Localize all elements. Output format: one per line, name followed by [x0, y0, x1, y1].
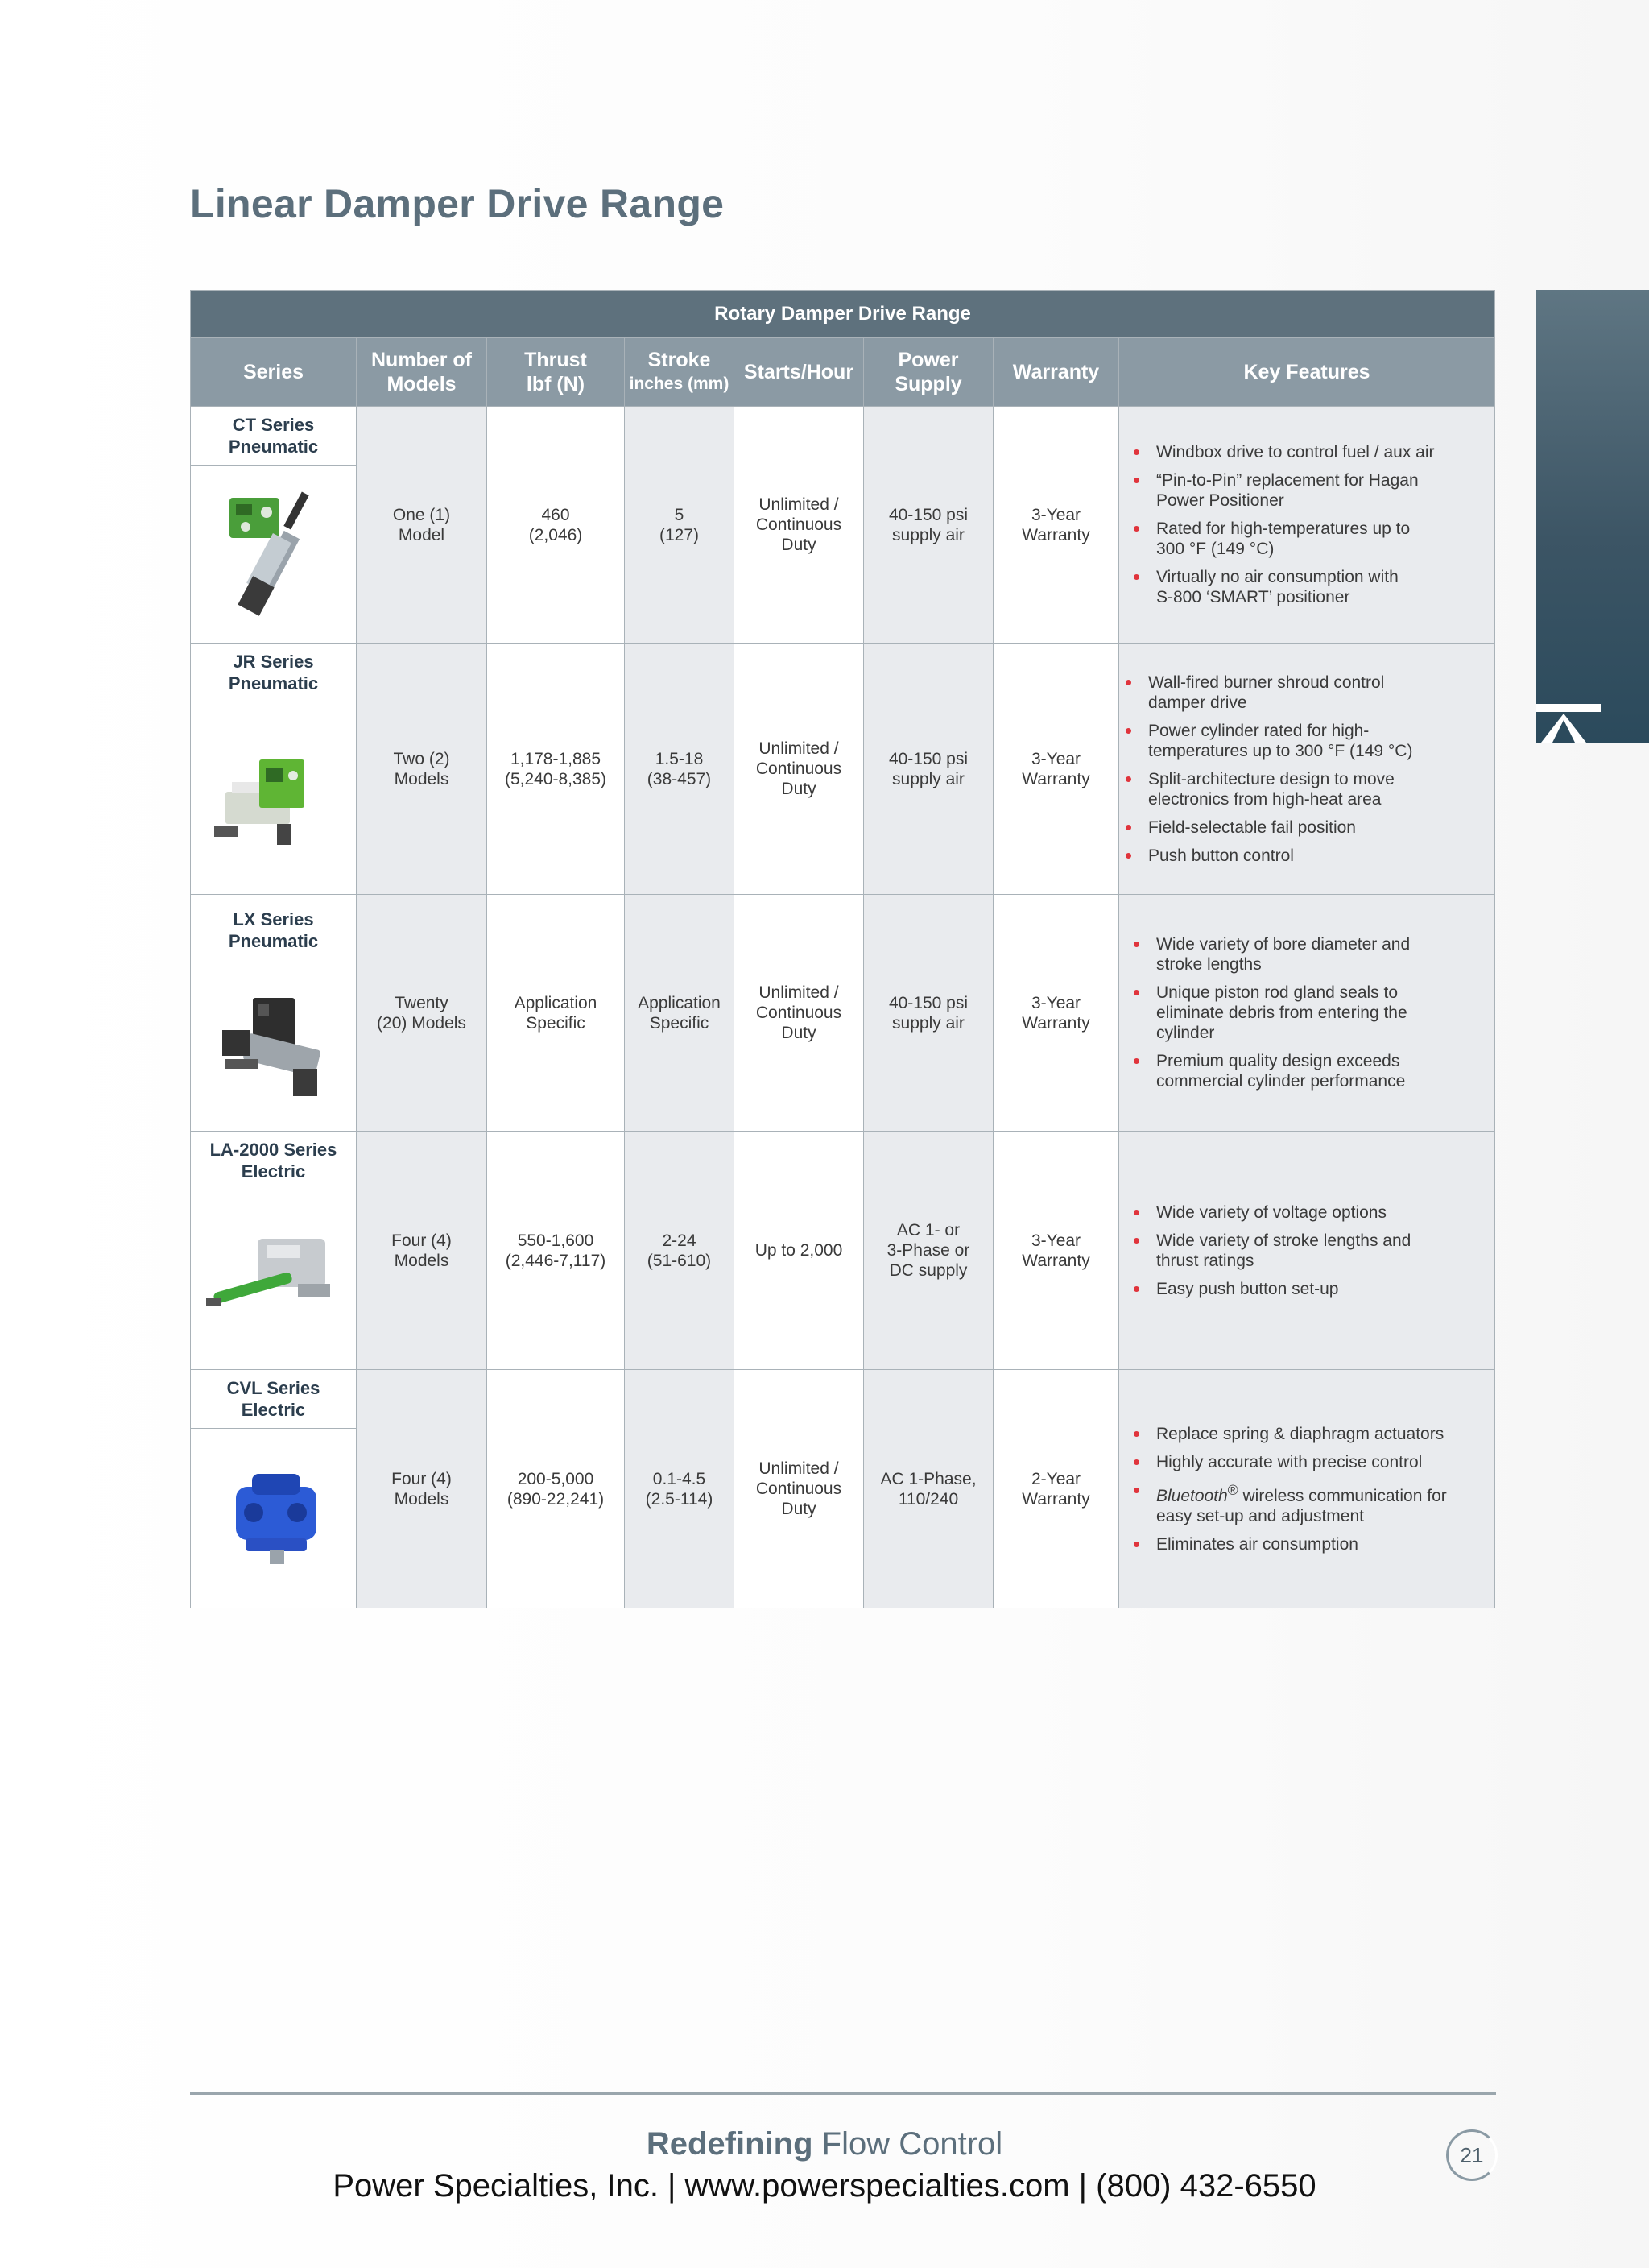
- bullet-icon: [1126, 825, 1131, 830]
- thrust-cell: 460 (2,046): [487, 407, 625, 644]
- power-cell: AC 1- or 3-Phase or DC supply: [864, 1132, 994, 1370]
- cvl-actuator-photo: [191, 1429, 357, 1608]
- bullet-icon: [1126, 776, 1131, 782]
- bullet-icon: [1126, 680, 1131, 685]
- models-cell: Four (4) Models: [357, 1132, 487, 1370]
- side-tab: [1536, 290, 1649, 743]
- header-stroke: Stroke inches (mm): [625, 338, 734, 407]
- feature-item: Virtually no air consumption with S-800 ‘SMART’ positioner: [1119, 567, 1494, 607]
- warranty-cell: 2-Year Warranty: [994, 1370, 1119, 1608]
- series-name: LA-2000 Series Electric: [191, 1132, 357, 1190]
- power-cell: 40-150 psi supply air: [864, 407, 994, 644]
- warranty-cell: 3-Year Warranty: [994, 895, 1119, 1132]
- features-cell: [1119, 407, 1495, 644]
- starts-cell: Unlimited / Continuous Duty: [734, 407, 864, 644]
- bullet-icon: [1126, 728, 1131, 734]
- arrow-up-icon: [1536, 702, 1609, 743]
- header-power: Power Supply: [864, 338, 994, 407]
- features-cell: [1119, 895, 1495, 1132]
- bullet-icon: [1134, 478, 1139, 483]
- feature-item: Power cylinder rated for high- temperatures up to 300 °F (149 °C): [1119, 721, 1494, 761]
- stroke-cell: 5 (127): [625, 407, 734, 644]
- stroke-cell: Application Specific: [625, 895, 734, 1132]
- feature-item: Push button control: [1119, 846, 1494, 866]
- stroke-cell: 2-24 (51-610): [625, 1132, 734, 1370]
- feature-item: Field-selectable fail position: [1119, 817, 1494, 838]
- drive-range-table: [190, 290, 1495, 1608]
- feature-item: Premium quality design exceeds commercial cylinder performance: [1119, 1051, 1494, 1091]
- stroke-cell: 1.5-18 (38-457): [625, 644, 734, 895]
- table-caption: Rotary Damper Drive Range: [191, 291, 1495, 338]
- table-header-row: [191, 338, 1495, 407]
- power-cell: 40-150 psi supply air: [864, 895, 994, 1132]
- feature-item: Wide variety of bore diameter and stroke lengths: [1119, 934, 1494, 975]
- starts-cell: Unlimited / Continuous Duty: [734, 644, 864, 895]
- bullet-icon: [1134, 449, 1139, 455]
- ct-actuator-photo: [191, 466, 357, 644]
- bullet-icon: [1134, 526, 1139, 532]
- series-name: JR Series Pneumatic: [191, 644, 357, 702]
- bullet-icon: [1134, 990, 1139, 995]
- table-row: [191, 895, 1495, 966]
- bullet-icon: [1134, 1238, 1139, 1244]
- footer-contact: Power Specialties, Inc. | www.powerspecialties.com | (800) 432-6550: [333, 2168, 1316, 2204]
- feature-item: Unique piston rod gland seals to eliminate debris from entering the cylinder: [1119, 983, 1494, 1043]
- feature-item: Windbox drive to control fuel / aux air: [1119, 442, 1494, 462]
- header-series: Series: [191, 338, 357, 407]
- page-title: Linear Damper Drive Range: [190, 181, 725, 226]
- features-cell: [1119, 1132, 1495, 1370]
- feature-list: [1119, 934, 1494, 1091]
- starts-cell: Unlimited / Continuous Duty: [734, 1370, 864, 1608]
- la2000-actuator-photo: [191, 1190, 357, 1370]
- feature-item: Split-architecture design to move electronics from high-heat area: [1119, 769, 1494, 809]
- warranty-cell: 3-Year Warranty: [994, 407, 1119, 644]
- thrust-cell: 550-1,600 (2,446-7,117): [487, 1132, 625, 1370]
- starts-cell: Up to 2,000: [734, 1132, 864, 1370]
- bullet-icon: [1134, 574, 1139, 580]
- thrust-cell: 200-5,000 (890-22,241): [487, 1370, 625, 1608]
- power-cell: 40-150 psi supply air: [864, 644, 994, 895]
- thrust-cell: 1,178-1,885 (5,240-8,385): [487, 644, 625, 895]
- bullet-icon: [1134, 942, 1139, 947]
- stroke-cell: 0.1-4.5 (2.5-114): [625, 1370, 734, 1608]
- page-number: 21: [1446, 2129, 1498, 2181]
- table-caption-row: [191, 291, 1495, 338]
- bullet-icon: [1126, 853, 1131, 859]
- models-cell: Twenty (20) Models: [357, 895, 487, 1132]
- series-name: LX Series Pneumatic: [191, 895, 357, 966]
- header-features: Key Features: [1119, 338, 1495, 407]
- feature-item: Replace spring & diaphragm actuators: [1119, 1424, 1494, 1444]
- feature-item: Rated for high-temperatures up to 300 °F (149 °C): [1119, 519, 1494, 559]
- bullet-icon: [1134, 1058, 1139, 1064]
- warranty-cell: 3-Year Warranty: [994, 644, 1119, 895]
- footer-tagline: Redefining Flow Control: [646, 2126, 1003, 2162]
- feature-item: “Pin-to-Pin” replacement for Hagan Power Positioner: [1119, 470, 1494, 511]
- table-row: [191, 644, 1495, 702]
- footer-divider: [190, 2092, 1496, 2095]
- feature-item: Wide variety of stroke lengths and thrust ratings: [1119, 1231, 1494, 1271]
- feature-item: Easy push button set-up: [1119, 1279, 1494, 1299]
- thrust-cell: Application Specific: [487, 895, 625, 1132]
- table-row: [191, 1132, 1495, 1190]
- feature-list: [1119, 1424, 1494, 1554]
- bullet-icon: [1134, 1488, 1139, 1493]
- features-cell: [1119, 644, 1495, 895]
- feature-item: Bluetooth® wireless communication for easy set-up and adjustment: [1119, 1480, 1494, 1526]
- header-warranty: Warranty: [994, 338, 1119, 407]
- table-row: [191, 1370, 1495, 1429]
- feature-item: Wall-fired burner shroud control damper drive: [1119, 673, 1494, 713]
- series-name: CVL Series Electric: [191, 1370, 357, 1429]
- series-name: CT Series Pneumatic: [191, 407, 357, 466]
- models-cell: One (1) Model: [357, 407, 487, 644]
- bullet-icon: [1134, 1431, 1139, 1437]
- bullet-icon: [1134, 1210, 1139, 1215]
- feature-list: [1119, 1202, 1494, 1299]
- starts-cell: Unlimited / Continuous Duty: [734, 895, 864, 1132]
- jr-actuator-photo: [191, 702, 357, 895]
- warranty-cell: 3-Year Warranty: [994, 1132, 1119, 1370]
- feature-item: Eliminates air consumption: [1119, 1534, 1494, 1554]
- bullet-icon: [1134, 1286, 1139, 1292]
- header-thrust: Thrust lbf (N): [487, 338, 625, 407]
- features-cell: [1119, 1370, 1495, 1608]
- table-row: [191, 407, 1495, 466]
- models-cell: Four (4) Models: [357, 1370, 487, 1608]
- bullet-icon: [1134, 1459, 1139, 1465]
- feature-list: [1119, 673, 1494, 866]
- header-models: Number of Models: [357, 338, 487, 407]
- lx-actuator-photo: [191, 966, 357, 1132]
- feature-item: Highly accurate with precise control: [1119, 1452, 1494, 1472]
- bullet-icon: [1134, 1542, 1139, 1547]
- feature-item: Wide variety of voltage options: [1119, 1202, 1494, 1223]
- models-cell: Two (2) Models: [357, 644, 487, 895]
- feature-list: [1119, 442, 1494, 607]
- header-starts: Starts/Hour: [734, 338, 864, 407]
- power-cell: AC 1-Phase, 110/240: [864, 1370, 994, 1608]
